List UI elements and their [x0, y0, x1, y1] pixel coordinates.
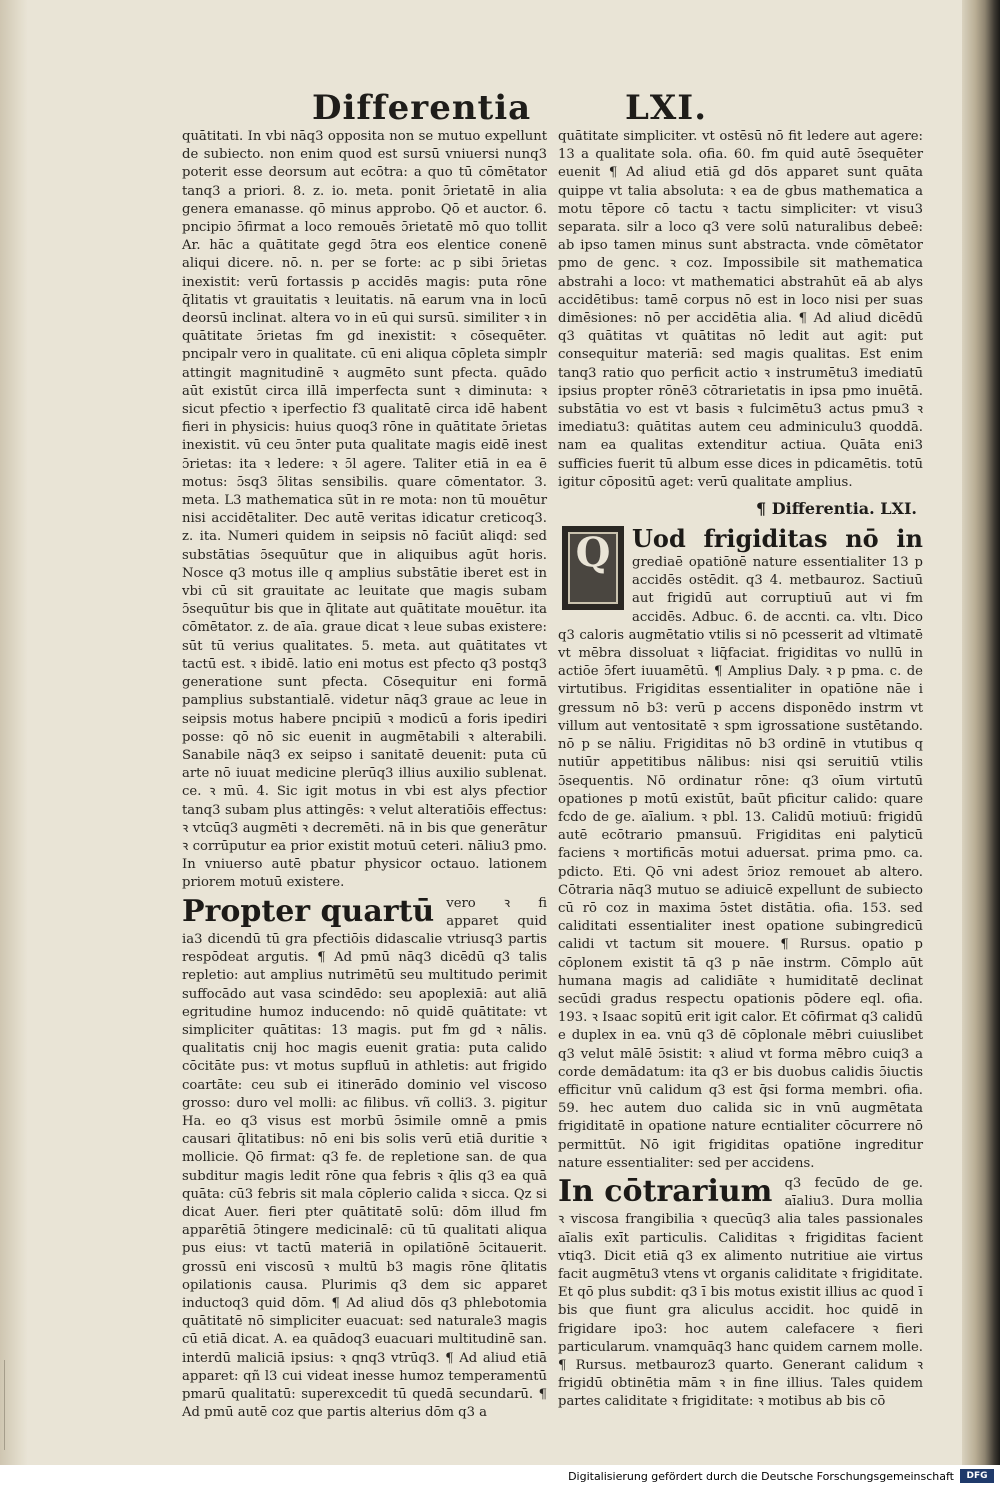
left-paragraph-2-text: vero ꝛ fi apparet quid ia3 dicendū tū gra pfectiōis didascalie vtriusq3 partis respōdeat argutis. ¶ Ad pmū nāq3 dicēdū q3 talis repletio: aut amplius nutrimētū seu multitudo perimit suffocādo aut vasa scindēdo: seu apoplexiā: aut aliā egritudine humoz inducendo: nō quidē quātitate: vt simpliciter quātitas: 13 magis. put fm gd ꝛ nālis. qualitatis cnij hoc magis euenit gratia: puta calido cōcitāte pus: vt motus supfluū in athletis: aut frigido coartāte: ceu sub ei itinerādo dominio vel viscoso grosso: duro vel molli: ac filibus. vñ colli3. 3. pigitur Ha. eo q3 visus est morbū ɔ̄simile omnē a pmis causari q̄litatibus: nō eni bis solis verū etiā duritie ꝛ mollicie. Qō firmat: q3 fe. de repletione san. de qua subditur magis ledit rōne qua febris ꝛ q̄lis q3 ea quā quāta: cū3 febris sit mala cōplerio calida ꝛ sicca. Qz si dicat Auer. fieri pter quātitatē solū: dōm illud fm apparētiā ɔ̄tingere medicinalē: cū tū qualitati aliqua pus eius: vt tactū materiā in opilatiōnē ɔ̄citauerit. grossū eni viscosū ꝛ multū b3 magis rōne q̄litatis opilationis causa. Plurimis q3 dem sic apparet inductoq3 quid dōm. ¶ Ad aliud dōs q3 phlebotomia quātitatē nō simpliciter euacuat: sed naturale3 magis cū etiā dicat. A. ea quādoq3 euacuari multitudinē san. interdū maliciā ipsius: ꝛ qnq3 vtrūq3. ¶ Ad aliud etiā apparet: qñ l3 cui videat inesse humoz temperamentū pmarū qualitatū: superexcedit tū quedā secundarū. ¶ Ad pmū autē coz que partis alterius dōm q3 a	[182, 895, 547, 1421]
right-paragraph-3	[558, 1175, 923, 1412]
initial-letter: Q	[575, 529, 611, 577]
footer-credit: Digitalisierung gefördert durch die Deutsche Forschungsgemeinschaft	[568, 1470, 954, 1483]
initial-ornament	[568, 529, 618, 604]
running-head-left: Differentia	[312, 88, 532, 128]
right-paragraph-3-text: q3 fecūdo de ge. aīaliu3. Dura mollia ꝛ viscosa frangibilia ꝛ quecūq3 alia tales passionales aīalis exīt particulis. Caliditas ꝛ frigiditas facient vtiq3. Dicit etiā q3 ex alimento nutritiue aie virtus facit augmētu3 vtens vt organis caliditate ꝛ frigiditate. Et qō plus subdit: q3 ī bis motus existit illius ac quod ī bis que fiunt gra aliculus accidit. hoc quidē in frigidare ipo3: hoc autem calefacere ꝛ fieri particularum. vnamquāq3 hanc quidem carnem molle. ¶ Rursus. metbauroz3 quarto. Generant calidum ꝛ frigidū obtinētia mām ꝛ in fine illius. Tales quidem partes caliditate ꝛ frigiditate: ꝛ motibus ab bis cō	[558, 1175, 923, 1410]
running-head-right: LXI.	[625, 88, 708, 128]
left-text-column	[182, 128, 547, 1421]
propter-heading: Propter quartū	[182, 893, 435, 929]
left-paragraph-1: quātitati. In vbi nāq3 opposita non se mutuo expellunt de subiecto. non enim quod est sursū vniuersi nunq3 poterit esse deorsum aut ecōtra: a quo tū cōmētator tanq3 a priori. 8. z. io. meta. ponit ɔ̄rietatē in alia genera emanasse. qō minus approbo. Qō et auctor. 6. pncipio ɔ̄firmat a loco remouēs ɔ̄rietatē mō quo tollit Ar. hāc a quātitate gegd ɔ̄tra eos elentice conenē aliqui dicere. nō. n. per se forte: ac p sibi ɔ̄rietas inexistit: verū fortassis p accidēs magis: puta rōne q̄litatis vt grauitatis ꝛ leuitatis. nā earum vna in locū deorsū inclinat. altera vo in eū qui sursū. similiter ꝛ in quātitate ɔ̄rietas fm gd inexistit: ꝛ cōsequēter. pncipalr vero in qualitate. cū eni aliqua cōpleta simplr attingit magnitudinē ꝛ augmēto sunt pfecta. quādo aūt existūt circa illā imperfecta sunt ꝛ diminuta: ꝛ sicut pfectio ꝛ iperfectio f3 qualitatē circa idē habent fieri in physicis: huius quoq3 rōne in quātitate ɔ̄rietas inexistit. vū ceu ɔ̄nter puta qualitate magis eidē inest ɔ̄rietas: ita ꝛ ledere: ꝛ ɔ̄l agere. Taliter etiā in ea ē motus: ɔ̄sq3 ɔ̄litas sensibilis. quare cōmentator. 3. meta. L3 mathematica sūt in re mota: non tū mouētur nisi accidētaliter. Dec autē veritas idicatur creticoq3. z. ita. Numeri quidem in seipsis nō faciūt aliqd: sed substātias ɔ̄sequūtur que in aliquibus agūt horis. Nosce q3 motus ille q amplius substātie iberet est in vbi cū sit grauitate ac leuitate que magis subam ɔ̄sequūtur bis que in q̄litate aut quātitate mouētur. ita cōmētator. z. de aīa. graue dicat ꝛ leue subas existere: sūt tū verius qualitates. 5. meta. aut quātitates vt tactū est. ꝛ ibidē. latio eni motus est pfecto q3 postq3 generatione sunt pfecta. Cōsequitur eni formā pamplius substantialē. videtur nāq3 graue ac leue in seipsis motus habere pncipiū ꝛ modicū a foris ipediri posse: qō nō sic euenit in augmētabili ꝛ alterabili. Sanabile nāq3 ex seipso i sanitatē deuenit: puta cū arte nō iuuat medicine plerūq3 illius auxilio sublenat. ce. ꝛ mū. 4. Sic igit motus in vbi est alys pfectior tanq3 subam plus attingēs: ꝛ velut alteratiōis effectus: ꝛ vtcūq3 augmēti ꝛ decremēti. nā in bis que generātur ꝛ corrūputur ea prior existit motuū ceteri. nāliu3 pmo. In vniuerso autē pbatur physicor octauo. lationem priorem motuū existere.	[182, 129, 547, 891]
margin-mark	[4, 1360, 19, 1450]
contrarium-heading: In cōtrarium	[558, 1173, 773, 1209]
right-paragraph-2-text: grediaē opatiōnē nature essentialiter 13 p accidēs ostēdit. q3 4. metbauroz. Sactiuū aut frigidū aut corruptiuū aut vi fm accidēs. Adbuc. 6. de accnti. ca. vltı. Dico q3 caloris augmētatio vtilis si nō pcesserit ad vltimatē vt mēbra dissoluat ꝛ liq̄faciat. frigiditas vo nullū in actiōe ɔ̄fert iuuamētū. ¶ Amplius Daly. ꝛ p pma. c. de virtutibus. Frigiditas essentialiter in opatiōne nāe i gressum nō b3: verū p accens disponēdo instrm vt villum aut ventositatē ꝛ spm igrossatione sustētando. nō p se nāliu. Frigiditas nō b3 ordinē in vtutibus q nutiūr appetitibus nālibus: nisi qsi seruitiū vtilis ɔ̄sequentis. Nō ordinatur rōne: q3 oīum virtutū opationes p motū existūt, baūt pficitur calido: quare fcdo de ge. aīalium. ꝛ pbl. 13. Calidū motiuū: frigidū autē ecōtrario pmansuū. Frigiditas eni palyticū faciens ꝛ mortificās motui aduersat. prima pmo. ca. pdicto. Eti. Qō vni adest ɔ̄rioz remouet ab altero. Cōtraria nāq3 mutuo se adiuicē expellunt de subiecto cū rō coz in maxima ɔ̄stet distātia. ofia. 153. sed caliditati essentialiter inest opatione subingredicū calidi vt tactum sit mouere. ¶ Rursus. opatio p cōplonem existit tā q3 p nāe instrm. Cōmplo aūt humana magis ad calidiāte ꝛ humiditatē declinat secūdi gradus respectu opationis pōdere eql. ofia. 193. ꝛ Isaac sopitū erit igit calor. Et cōfirmat q3 calidū e duplex in ea. vnū q3 dē cōplonale mēbri cuiuslibet q3 velut mālē ɔ̄sistit: ꝛ aliud vt forma mēbro cuiq3 a corde demādatum: ita q3 er bis duobus calidis ɔ̄iuctis efficitur vnū calidum q3 est q̄si forma membri. ofia. 59. hec autem duo calida sic in vnū augmētata frigiditatē in opatione nature ecntialiter cōcurrere nō permittūt. Nō igit frigiditas opatiōne ingreditur nature essentialiter: sed per accidens.	[558, 555, 923, 1171]
section-heading: ¶ Differentia. LXI.	[756, 499, 917, 519]
footer-bar	[0, 1465, 1000, 1487]
right-paragraph-1: quātitate simpliciter. vt ostēsū nō fit ledere aut agere: 13 a qualitate sola. ofia. 60. fm quid autē ɔ̄sequēter euenit ¶ Ad aliud etiā gd dōs apparet sunt quāta quippe vt talia absoluta: ꝛ ea de gbus mathematica a motu tēpore cō tactu ꝛ tactu simpliciter: vt visu3 separata. silr a loco q3 vere solū naturalibus debeē: ab ipso tamen minus sunt abstracta. vnde cōmētator pmo de genc. ꝛ coz. Impossibile sit mathematica abstrahi a loco: vt mathematici abstrahūt eā ab alys accidētibus: tamē corpus nō est in loco nisi per suas dimēsiones: nō per accidētia alia. ¶ Ad aliud dicēdū q3 quātitas vt quātitas nō ledit aut agit: put consequitur materiā: sed magis qualitas. Est enim tanq3 ratio quo perficit actio ꝛ instrumētu3 imediatū ipsius propter rōnē3 cōtrarietatis in ipsa pmo inuētā. substātia vo est vt basis ꝛ fulcimētu3 actus pmu3 ꝛ imediatu3: quātitas autem ceu adminiculu3 quoddā. nam ea qualitas extenditur actiua. Quāta eni3 sufficies fuerit tū album esse dices in pdicamētis. totū igitur cōpositū aget: verū qualitate amplius.	[558, 129, 923, 490]
book-gutter-edge	[962, 0, 1000, 1465]
right-paragraph-2	[558, 524, 923, 1173]
decorated-initial	[562, 526, 624, 610]
dfg-logo: DFG	[960, 1469, 994, 1483]
left-paragraph-2	[182, 895, 547, 1423]
lead-text: Uod frigiditas nō in	[632, 524, 923, 554]
page-left-edge	[0, 0, 28, 1465]
right-text-column	[558, 128, 923, 1410]
